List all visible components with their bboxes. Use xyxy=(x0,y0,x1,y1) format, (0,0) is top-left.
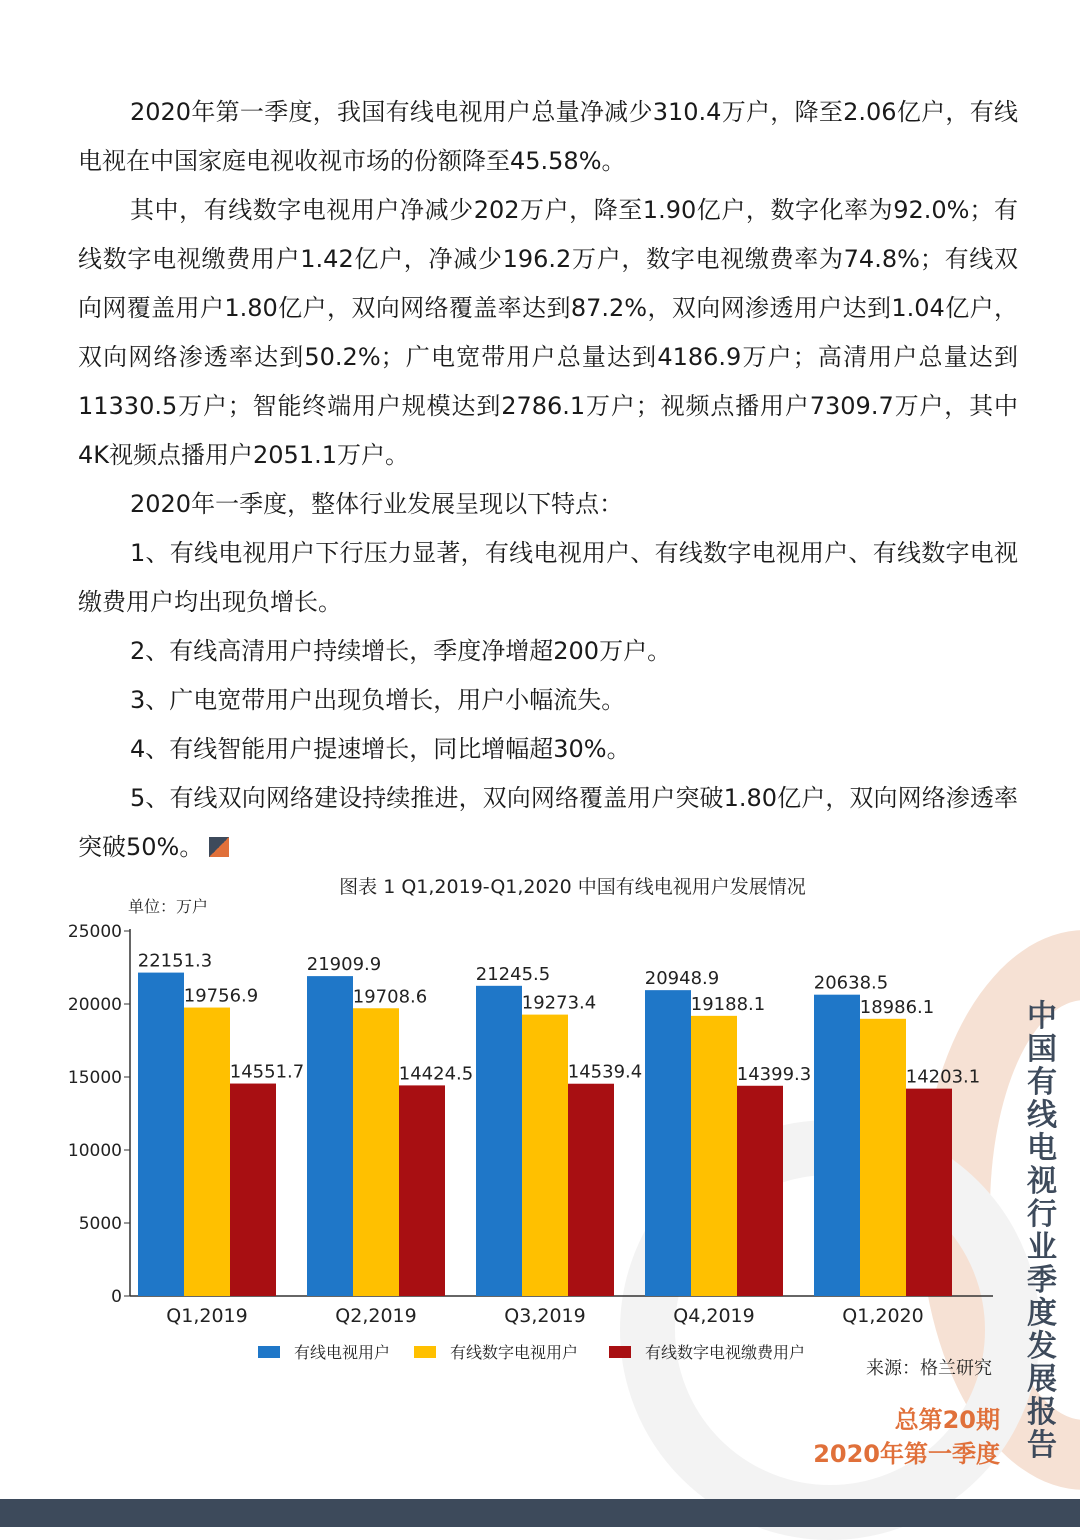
x-tick-label: Q4,2019 xyxy=(673,1305,755,1327)
data-label: 19756.9 xyxy=(183,985,259,1007)
bar xyxy=(353,1008,399,1296)
data-label: 18986.1 xyxy=(859,996,935,1018)
paragraph: 1、有线电视用户下行压力显著，有线电视用户、有线数字电视用户、有线数字电视缴费用户均出现负增长。 xyxy=(78,539,1018,616)
bar xyxy=(307,976,353,1296)
footer-bar xyxy=(0,1499,1080,1527)
paragraph: 2、有线高清用户持续增长，季度净增超200万户。 xyxy=(130,637,672,665)
bar xyxy=(814,995,860,1296)
chart-source: 来源：格兰研究 xyxy=(866,1358,992,1379)
bar xyxy=(399,1085,445,1296)
chart-title: 图表 1 Q1,2019-Q1,2020 中国有线电视用户发展情况 xyxy=(339,876,806,898)
data-label: 21245.5 xyxy=(475,963,551,985)
bar xyxy=(522,1015,568,1296)
data-label: 14203.1 xyxy=(905,1066,981,1088)
bar xyxy=(476,986,522,1296)
paragraph: 3、广电宽带用户出现负增长，用户小幅流失。 xyxy=(130,686,626,714)
x-tick-label: Q2,2019 xyxy=(335,1305,417,1327)
data-label: 19273.4 xyxy=(521,992,597,1014)
bar xyxy=(568,1084,614,1296)
paragraph: 4、有线智能用户提速增长，同比增幅超30%。 xyxy=(130,735,631,763)
bar xyxy=(906,1089,952,1296)
y-tick-label: 0 xyxy=(111,1287,122,1307)
bar xyxy=(230,1084,276,1296)
y-tick-label: 10000 xyxy=(67,1141,122,1161)
data-label: 22151.3 xyxy=(137,950,213,972)
paragraph: 2020年一季度，整体行业发展呈现以下特点： xyxy=(130,490,624,518)
report-season: 2020年第一季度 xyxy=(813,1440,1000,1468)
x-tick-label: Q1,2019 xyxy=(166,1305,248,1327)
legend-swatch xyxy=(609,1346,631,1358)
x-tick-label: Q1,2020 xyxy=(842,1305,924,1327)
data-label: 14399.3 xyxy=(736,1063,812,1085)
y-tick-label: 25000 xyxy=(67,922,122,942)
bar xyxy=(691,1016,737,1296)
data-label: 20638.5 xyxy=(813,972,889,994)
data-label: 19708.6 xyxy=(352,986,428,1008)
report-side-title: 中国有线电视行业季度发展报告 xyxy=(1027,999,1057,1463)
legend-swatch xyxy=(414,1346,436,1358)
bar xyxy=(645,990,691,1296)
legend-label: 有线数字电视用户 xyxy=(450,1343,579,1362)
data-label: 14424.5 xyxy=(398,1063,474,1085)
issue-number: 总第20期 xyxy=(894,1406,1000,1434)
bar xyxy=(860,1019,906,1296)
paragraph: 2020年第一季度，我国有线电视用户总量净减少310.4万户，降至2.06亿户，有线电视在中国家庭电视收视市场的份额降至45.58%。 xyxy=(78,98,1018,175)
data-label: 21909.9 xyxy=(306,954,382,976)
paragraph-text: 5、有线双向网络建设持续推进，双向网络覆盖用户突破1.80亿户，双向网络渗透率突破50%。 xyxy=(78,784,1018,861)
data-label: 14539.4 xyxy=(567,1061,643,1083)
chart-unit: 单位：万户 xyxy=(128,897,209,916)
y-tick-label: 20000 xyxy=(67,995,122,1015)
bar xyxy=(138,973,184,1296)
y-tick-label: 5000 xyxy=(78,1214,122,1234)
legend-swatch xyxy=(258,1346,280,1358)
x-tick-label: Q3,2019 xyxy=(504,1305,586,1327)
bar xyxy=(737,1086,783,1296)
data-label: 20948.9 xyxy=(644,968,720,990)
data-label: 14551.7 xyxy=(229,1061,305,1083)
bar xyxy=(184,1008,230,1296)
legend-label: 有线电视用户 xyxy=(294,1343,391,1362)
legend-label: 有线数字电视缴费用户 xyxy=(645,1343,806,1362)
y-tick-label: 15000 xyxy=(67,1068,122,1088)
data-label: 19188.1 xyxy=(690,993,766,1015)
paragraph: 其中，有线数字电视用户净减少202万户，降至1.90亿户，数字化率为92.0%；有线数字电视缴费用户1.42亿户，净减少196.2万户，数字电视缴费率为74.8%；有线双向网覆盖用户1.80亿户，双向网络覆盖率达到87.2%，双向网渗透用户达到1.04亿户，双向网络渗透率达到50.2%；广电宽带用户总量达到4186.9万户；高清用户总量达到11330.5万户；智能终端用户规模达到2786.1万户；视频点播用户7309.7万户，其中4K视频点播用户2051.1万户。 xyxy=(78,196,1018,469)
